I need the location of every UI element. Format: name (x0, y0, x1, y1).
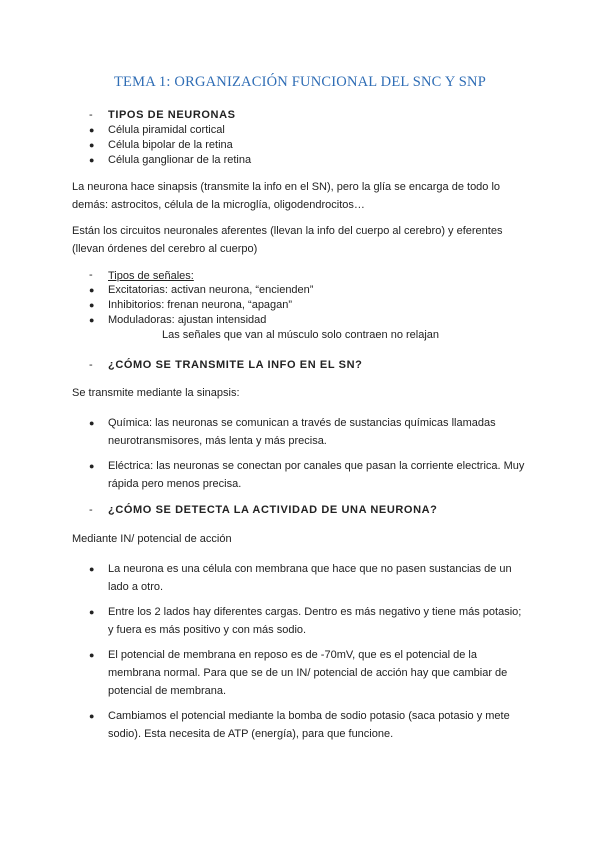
note-musculo: Las señales que van al músculo solo contraen no relajan (162, 329, 440, 341)
heading-actividad-neurona: ¿CÓMO SE DETECTA LA ACTIVIDAD DE UNA NEURONA? (108, 504, 438, 516)
bullet-icon: ● (89, 650, 95, 660)
list-item: Cambiamos el potencial mediante la bomba de sodio potasio (saca potasio y mete sodio). Esta necesita de ATP (energía), para que funcione. (108, 710, 510, 740)
heading-tipos-neuronas: TIPOS DE NEURONAS (108, 109, 236, 121)
bullet-icon: ● (89, 315, 95, 325)
dash-bullet: - (89, 269, 93, 281)
bullet-icon: ● (89, 607, 95, 617)
dash-bullet: - (89, 504, 93, 516)
list-item: Célula piramidal cortical (108, 124, 225, 136)
list-item: Célula ganglionar de la retina (108, 154, 252, 166)
intro-sinapsis: Se transmite mediante la sinapsis: (72, 387, 240, 399)
list-item: Excitatorias: activan neurona, “encienden” (108, 284, 314, 296)
list-item-quimica: Química: las neuronas se comunican a través de sustancias químicas llamadas neurotransmisores, más lenta y más precisa. (108, 417, 496, 447)
bullet-icon: ● (89, 564, 95, 574)
bullet-icon: ● (89, 140, 95, 150)
page-title: TEMA 1: ORGANIZACIÓN FUNCIONAL DEL SNC Y SNP (114, 74, 486, 90)
list-item: Célula bipolar de la retina (108, 139, 233, 151)
list-item: Moduladoras: ajustan intensidad (108, 314, 267, 326)
list-item: El potencial de membrana en reposo es de -70mV, que es el potencial de la membrana normal. Para que se de un IN/ potencial de acción hay que cambiar de potencial de membrana. (108, 649, 508, 697)
list-item: Inhibitorios: frenan neurona, “apagan” (108, 299, 293, 311)
list-item: La neurona es una célula con membrana que hace que no pasen sustancias de un lado a otro. (108, 563, 512, 593)
dash-bullet: - (89, 109, 93, 121)
list-item: Entre los 2 lados hay diferentes cargas. Dentro es más negativo y tiene más potasio; y fuera es más positivo y con más sodio. (108, 606, 522, 636)
bullet-icon: ● (89, 418, 95, 428)
paragraph-circuitos: Están los circuitos neuronales aferentes (llevan la info del cuerpo al cerebro) y eferentes (llevan órdenes del cerebro al cuerpo) (72, 225, 503, 255)
heading-tipos-senales: Tipos de señales: (108, 270, 194, 282)
bullet-icon: ● (89, 155, 95, 165)
bullet-icon: ● (89, 285, 95, 295)
bullet-icon: ● (89, 711, 95, 721)
list-item-electrica: Eléctrica: las neuronas se conectan por canales que pasan la corriente electrica. Muy rápida pero menos precisa. (108, 460, 525, 490)
dash-bullet: - (89, 359, 93, 371)
paragraph-sinapsis-glia: La neurona hace sinapsis (transmite la info en el SN), pero la glía se encarga de todo lo demás: astrocitos, célula de la microglía, oligodendrocitos… (72, 181, 501, 211)
intro-potencial: Mediante IN/ potencial de acción (72, 533, 232, 545)
bullet-icon: ● (89, 125, 95, 135)
bullet-icon: ● (89, 300, 95, 310)
heading-transmision: ¿CÓMO SE TRANSMITE LA INFO EN EL SN? (108, 359, 363, 371)
bullet-icon: ● (89, 461, 95, 471)
